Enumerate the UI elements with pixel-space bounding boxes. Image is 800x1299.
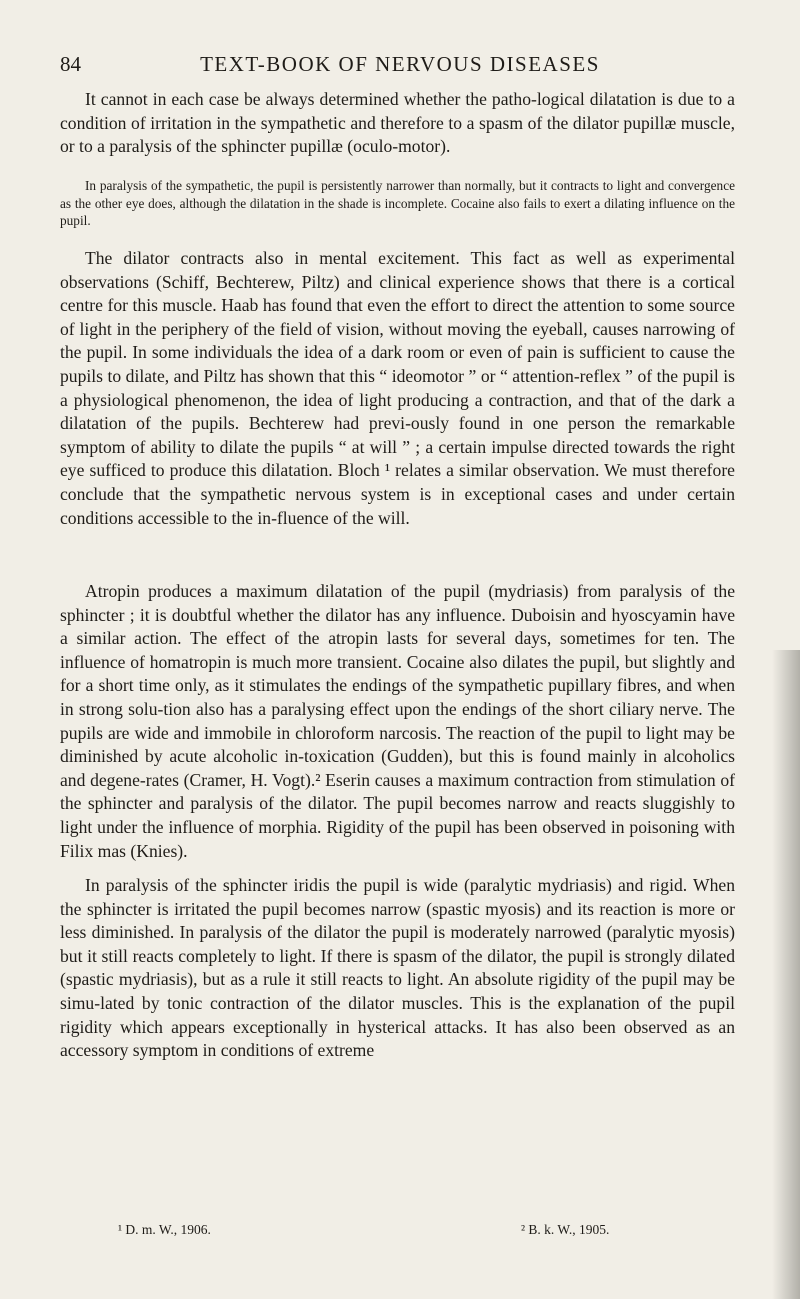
page-number: 84 [60,52,81,76]
paragraph-text: It cannot in each case be always determined whether the patho-logical dilatation is due to a condition of irritation in the sympathetic and therefore to a spasm of the dilator pupillæ muscle, or to a paralysis of the sphincter pupillæ (oculo-motor). [60,89,735,157]
page-header [60,52,740,84]
paragraph-text: In paralysis of the sphincter iridis the pupil is wide (paralytic mydriasis) and rigid. When the sphincter is irritated the pupil becomes narrow (spastic myosis) and its reaction is more or less diminished. In paralysis of the dilator the pupil is moderately narrowed (paralytic myosis) but it still reacts completely to light. If there is spasm of the dilator, the pupil is strongly dilated (spastic mydriasis), but as a rule it still reacts to light. An absolute rigidity of the pupil may be simu-lated by tonic contraction of the dilator muscles. This is the explanation of the pupil rigidity which appears exceptionally in hysterical attacks. It has also been observed as an accessory symptom in conditions of extreme [60,875,735,1061]
paragraph-pathological-dilatation [60,88,735,159]
paragraph-sphincter-paralysis [60,874,735,1063]
footnote-2: ² B. k. W., 1905. [521,1222,610,1237]
footnote-1: ¹ D. m. W., 1906. [118,1222,211,1237]
note-sympathetic-paralysis [60,177,735,230]
paragraph-text: Atropin produces a maximum dilatation of the pupil (mydriasis) from paralysis of the sphincter ; it is doubtful whether the dilator has any influence. Duboisin and hyoscyamin have a similar action. The effect of the atropin lasts for several days, sometimes for ten. The influence of homatropin is much more transient. Cocaine also dilates the pupil, but slightly and for a short time only, as it stimulates the endings of the sympathetic pupillary fibres, and when in strong solu-tion also has a paralysing effect upon the endings of the short ciliary nerve. The pupils are wide and immobile in chloroform narcosis. The reaction of the pupil to light may be diminished by acute alcoholic in-toxication (Gudden), but this is found mainly in alcoholics and degene-rates (Cramer, H. Vogt).² Eserin causes a maximum contraction from stimulation of the sphincter and paralysis of the dilator. The pupil becomes narrow and reacts sluggishly to light under the influence of morphia. Rigidity of the pupil has been observed in poisoning with Filix mas (Knies). [60,581,735,861]
paragraph-mental-excitement [60,247,735,530]
small-print-text: In paralysis of the sympathetic, the pupil is persistently narrower than normally, but it contracts to light and convergence as the other eye does, although the dilatation in the shade is incomplete. Cocaine also fails to exert a dilating influence on the pupil. [60,178,735,228]
page-edge-shadow [772,650,800,1299]
paragraph-atropin [60,580,735,863]
running-title: TEXT-BOOK OF NERVOUS DISEASES [200,52,600,76]
paragraph-text: The dilator contracts also in mental excitement. This fact as well as experimental observations (Schiff, Bechterew, Piltz) and clinical experience shows that there is a cortical centre for this muscle. Haab has found that even the effort to direct the attention to some source of light in the periphery of the field of vision, without moving the eyeball, causes narrowing of the pupil. In some individuals the idea of a dark room or even of pain is sufficient to cause the pupils to dilate, and Piltz has shown that this “ ideomotor ” or “ attention-reflex ” of the pupil is a physiological phenomenon, the idea of light producing a contraction, and that of the dark a dilatation of the pupils. Bechterew had previ-ously found in one person the remarkable symptom of ability to dilate the pupils “ at will ” ; a certain impulse directed towards the right eye sufficed to produce this dilatation. Bloch ¹ relates a similar observation. We must therefore conclude that the sympathetic nervous system is in exceptional cases and under certain conditions accessible to the in-fluence of the will. [60,248,735,528]
